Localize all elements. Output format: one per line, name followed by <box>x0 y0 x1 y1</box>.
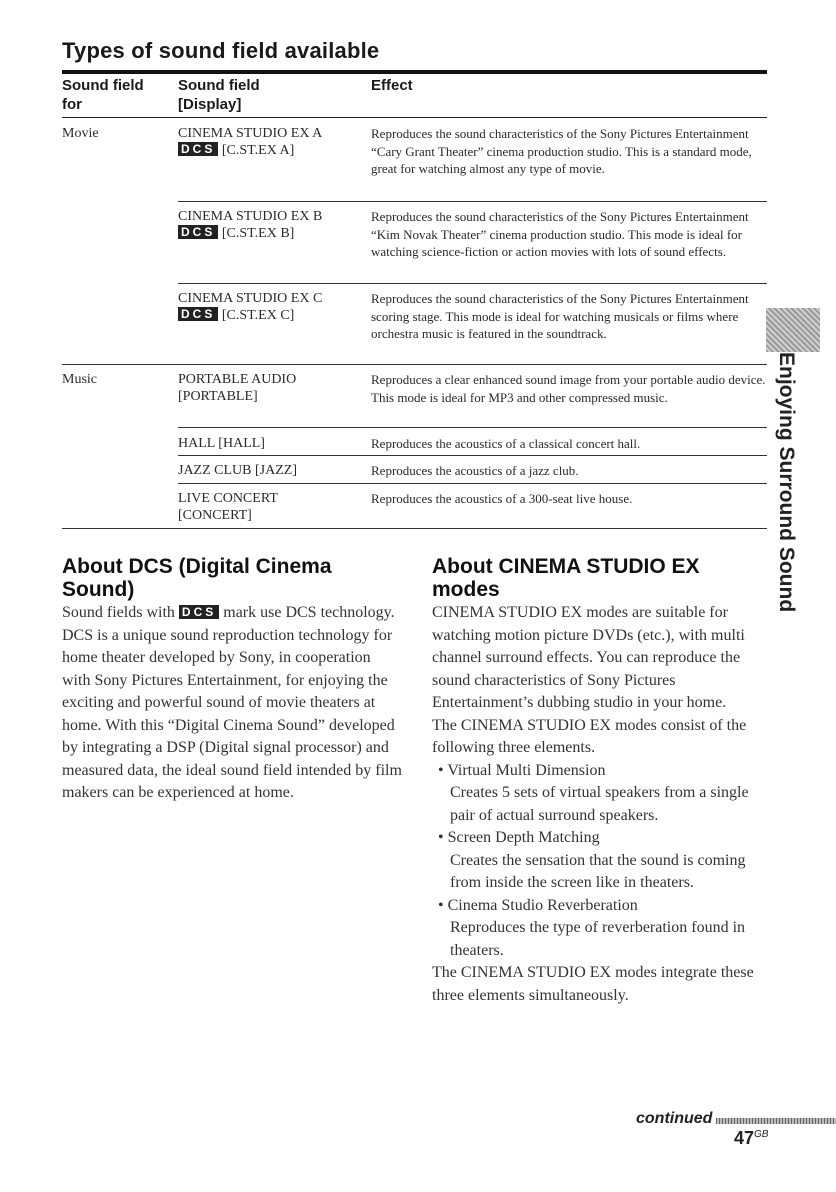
page-title: Types of sound field available <box>62 38 380 63</box>
sound-field-cell <box>178 290 366 324</box>
column-header-effect: Effect <box>371 77 413 94</box>
effect-description: Reproduces the sound characteristics of the Sony Pictures Entertainment scoring stage. This mode is ideal for watching musicals or films where orchestra music is featured in the soundtrack. <box>371 291 749 341</box>
sound-field-cell <box>178 490 366 524</box>
sound-field-display: [CONCERT] <box>178 508 252 523</box>
dcs-mark-icon: DCS <box>178 307 218 321</box>
sound-field-name: LIVE CONCERT <box>178 491 278 506</box>
sound-field-name: HALL [HALL] <box>178 436 265 451</box>
sound-field-display: [C.ST.EX C] <box>221 308 295 323</box>
sound-field-display: [C.ST.EX A] <box>221 143 295 158</box>
row-divider <box>178 201 767 202</box>
bullet-item: • Cinema Studio Reverberation <box>438 896 638 914</box>
category-movie: Movie <box>62 126 99 141</box>
effect-description: Reproduces the acoustics of a classical concert hall. <box>371 436 641 451</box>
row-divider <box>178 283 767 284</box>
sound-field-cell <box>178 371 366 405</box>
column-header-line: Sound field <box>62 77 144 94</box>
cinema-elements-intro: The CINEMA STUDIO EX modes consist of the following three elements. <box>432 716 747 756</box>
dcs-mark-icon: DCS <box>179 605 219 619</box>
row-divider <box>178 483 767 484</box>
sound-field-display-line <box>178 225 366 242</box>
sound-field-display-line <box>178 142 366 159</box>
sound-field-name: PORTABLE AUDIO <box>178 372 297 387</box>
bullet-description: Creates the sensation that the sound is coming from inside the screen like in theaters. <box>450 851 746 891</box>
row-divider <box>178 455 767 456</box>
bullet-item: • Screen Depth Matching <box>438 829 600 846</box>
dcs-intro: Sound fields with DCS mark use DCS technology. <box>62 604 395 621</box>
dcs-section-heading: About DCS (Digital Cinema Sound) <box>62 555 332 601</box>
column-header-sound-field-display <box>178 76 260 114</box>
sound-field-name: CINEMA STUDIO EX C <box>178 291 323 306</box>
cinema-section-body <box>432 602 772 1007</box>
bullet-item: • Virtual Multi Dimension <box>438 761 606 779</box>
dcs-mark-icon: DCS <box>178 225 218 239</box>
page-number: $47^{GB}$ <box>734 1128 769 1148</box>
sound-field-name: JAZZ CLUB [JAZZ] <box>178 463 297 478</box>
cinema-closing: The CINEMA STUDIO EX modes integrate these three elements simultaneously. <box>432 964 754 1004</box>
effect-description: Reproduces a clear enhanced sound image from your portable audio device. This mode is ideal for MP3 and other compressed music. <box>371 372 766 405</box>
sound-field-display: [PORTABLE] <box>178 389 258 404</box>
header-divider <box>62 117 767 118</box>
sound-field-cell <box>178 208 366 242</box>
sound-field-name: CINEMA STUDIO EX B <box>178 209 323 224</box>
table-bottom-rule <box>62 528 767 529</box>
sound-field-cell <box>178 125 366 159</box>
effect-description: Reproduces the sound characteristics of the Sony Pictures Entertainment “Kim Novak Theater” cinema production studio. This mode is ideal for watching science-fiction or action movies with lots of sound effects. <box>371 209 749 259</box>
bullet-description: Reproduces the type of reverberation found in theaters. <box>450 919 746 959</box>
category-divider <box>62 364 767 365</box>
column-header-line: Sound field <box>178 77 260 94</box>
dcs-mark-icon: DCS <box>178 142 218 156</box>
sound-field-name: CINEMA STUDIO EX A <box>178 126 323 141</box>
dcs-section-body <box>62 602 402 805</box>
dcs-paragraph: DCS is a unique sound reproduction technology for home theater developed by Sony, in cooperation with Sony Pictures Entertainment, for enjoying the exciting and powerful sound of movie theaters at home. With this “Digital Cinema Sound” developed by integrating a DSP (Digital signal processor) and measured data, the ideal sound field intended by film makers can be experienced at home. <box>62 626 402 801</box>
section-tab-marker <box>766 308 820 352</box>
cinema-section-heading: About CINEMA STUDIO EX modes <box>432 555 700 601</box>
row-divider <box>178 427 767 428</box>
column-header-line: [Display] <box>178 96 242 113</box>
column-header-line: for <box>62 96 82 113</box>
continued-bar <box>716 1118 836 1124</box>
effect-description: Reproduces the sound characteristics of the Sony Pictures Entertainment “Cary Grant Theater” cinema production studio. This is a standard mode, great for watching almost any type of movie. <box>371 126 752 176</box>
side-section-label: Enjoying Surround Sound <box>775 352 798 613</box>
sound-field-display-line <box>178 307 366 324</box>
effect-description: Reproduces the acoustics of a jazz club. <box>371 463 579 478</box>
bullet-description: Creates 5 sets of virtual speakers from a single pair of actual surround speakers. <box>450 784 749 824</box>
column-header-sound-field-for <box>62 76 144 114</box>
sound-field-display: [C.ST.EX B] <box>221 226 295 241</box>
category-music: Music <box>62 372 97 387</box>
cinema-intro: CINEMA STUDIO EX modes are suitable for watching motion picture DVDs (etc.), with multi channel surround effects. You can reproduce the sound characteristics of Sony Pictures Entertainment’s dubbing studio in your home. <box>432 604 745 711</box>
continued-label: continued <box>636 1110 713 1127</box>
effect-description: Reproduces the acoustics of a 300-seat live house. <box>371 491 633 506</box>
title-divider <box>62 70 767 74</box>
